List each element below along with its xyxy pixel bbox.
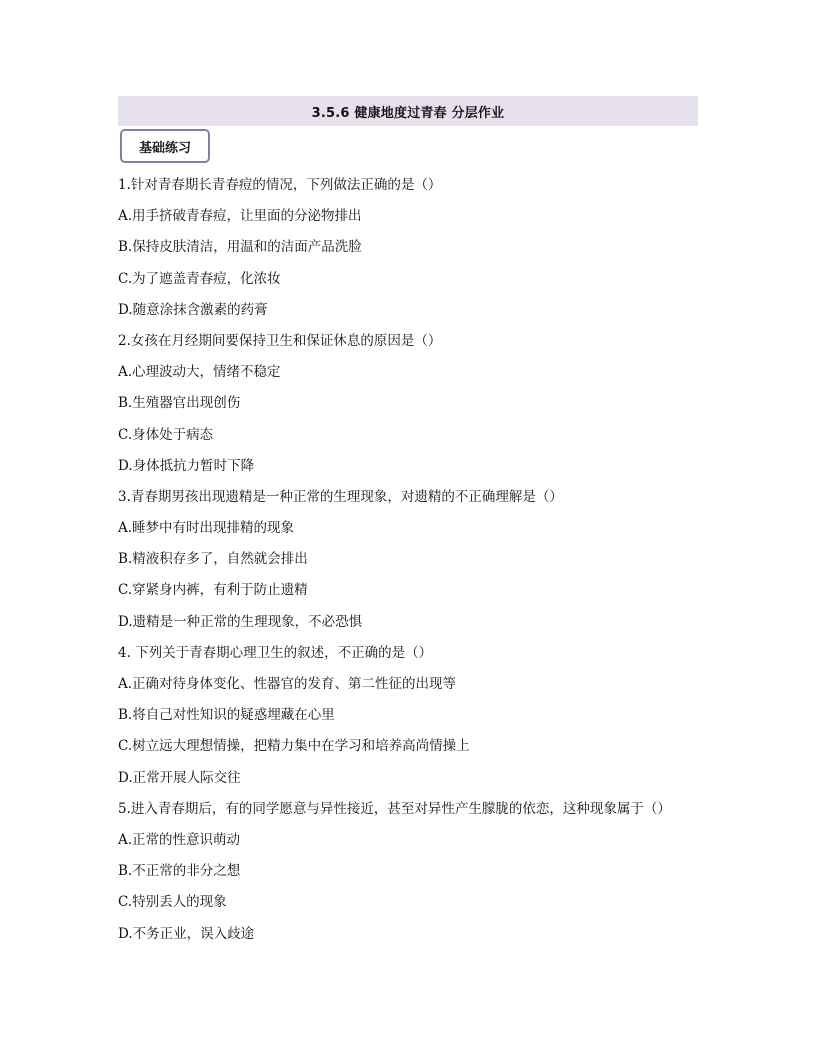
question-2 xyxy=(118,326,698,482)
option-b: B.不正常的非分之想 xyxy=(118,863,241,880)
option-d: D.身体抵抗力暂时下降 xyxy=(118,457,255,474)
section-label: 基础练习 xyxy=(120,129,210,163)
question-5 xyxy=(118,794,698,950)
option-d: D.随意涂抹含激素的药膏 xyxy=(118,301,268,318)
question-1 xyxy=(118,170,698,326)
option-a: A.正确对待身体变化、性器官的发育、第二性征的出现等 xyxy=(118,676,457,692)
question-stem: 2.女孩在月经期间要保持卫生和保证休息的原因是（） xyxy=(118,332,442,349)
option-d: D.不务正业，误入歧途 xyxy=(118,925,255,942)
page-title: 3.5.6 健康地度过青春 分层作业 xyxy=(118,96,698,126)
option-a: A.用手挤破青春痘，让里面的分泌物排出 xyxy=(118,208,362,225)
question-stem: 4. 下列关于青春期心理卫生的叙述，不正确的是（） xyxy=(118,644,433,661)
option-a: A.正常的性意识萌动 xyxy=(118,831,241,848)
option-c: C.穿紧身内裤，有利于防止遗精 xyxy=(118,582,308,599)
option-a: A.睡梦中有时出现排精的现象 xyxy=(118,520,295,537)
option-a: A.心理波动大，情绪不稳定 xyxy=(118,364,281,381)
option-c: C.特别丢人的现象 xyxy=(118,894,227,911)
option-c: C.为了遮盖青春痘，化浓妆 xyxy=(118,270,281,287)
question-stem: 5.进入青春期后，有的同学愿意与异性接近，甚至对异性产生朦胧的依恋，这种现象属于（） xyxy=(118,800,671,817)
question-3 xyxy=(118,482,698,638)
option-b: B.生殖器官出现创伤 xyxy=(118,395,241,412)
option-b: B.精液积存多了，自然就会排出 xyxy=(118,551,308,568)
question-stem: 1.针对青春期长青春痘的情况，下列做法正确的是（） xyxy=(118,177,442,193)
option-c: C.树立远大理想情操，把精力集中在学习和培养高尚情操上 xyxy=(118,738,470,755)
option-c: C.身体处于病态 xyxy=(118,426,214,443)
question-list xyxy=(118,170,698,950)
question-stem: 3.青春期男孩出现遗精是一种正常的生理现象，对遗精的不正确理解是（） xyxy=(118,488,563,505)
option-d: D.遗精是一种正常的生理现象，不必恐惧 xyxy=(118,613,363,630)
option-b: B.保持皮肤清洁，用温和的洁面产品洗脸 xyxy=(118,239,362,256)
question-4 xyxy=(118,638,698,794)
option-b: B.将自己对性知识的疑惑埋藏在心里 xyxy=(118,707,335,724)
option-d: D.正常开展人际交往 xyxy=(118,769,241,786)
